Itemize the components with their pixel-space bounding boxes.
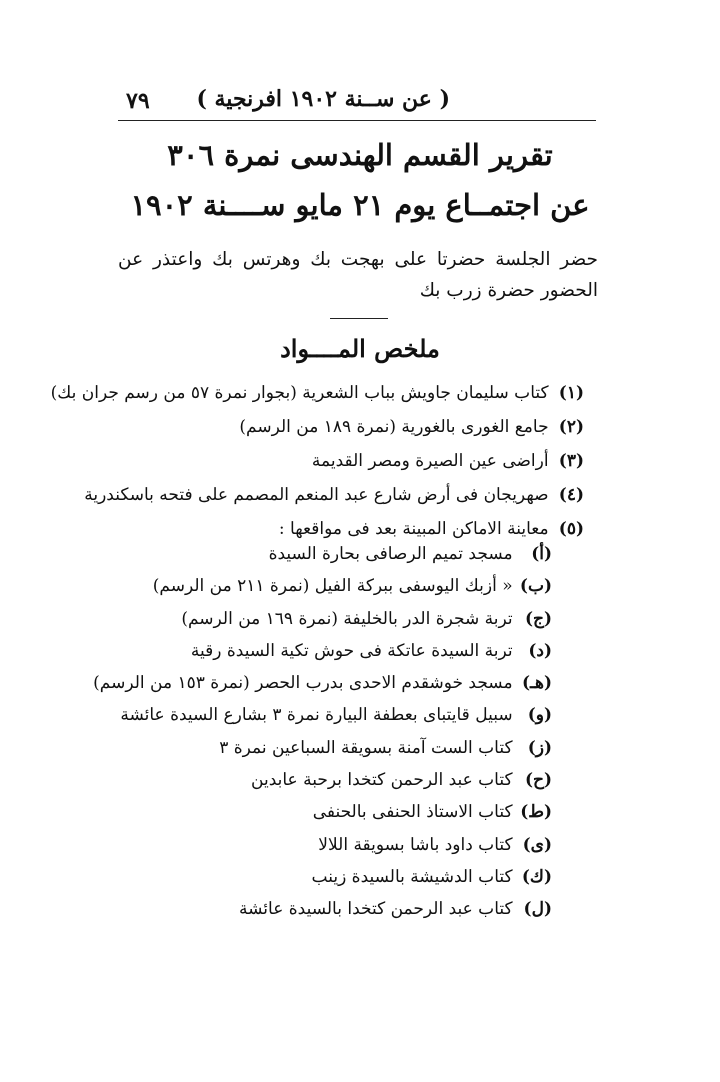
item-text: صهريجان فى أرض شارع عبد المنعم المصمم على فتحه باسكندرية	[84, 485, 549, 505]
running-head	[118, 86, 596, 121]
sublist-item	[122, 570, 552, 602]
item-text: أراضى عين الصيرة ومصر القديمة	[311, 451, 549, 471]
subitem-text: كتاب داود باشا بسويقة اللالا	[318, 834, 513, 855]
subitem-text: كتاب الدشيشة بالسيدة زينب	[311, 866, 513, 887]
subitem-text: مسجد خوشقدم الاحدى بدرب الحصر (نمرة ١٥٣ من الرسم)	[93, 673, 513, 694]
list-item	[50, 376, 584, 410]
summary-list	[50, 376, 584, 546]
subitem-text: كتاب الاستاذ الحنفى بالحنفى	[312, 802, 513, 823]
sublist-item	[122, 764, 552, 796]
list-item	[84, 478, 584, 512]
subitem-text: كتاب الست آمنة بسويقة السباعين نمرة ٣	[219, 737, 513, 758]
sublist-item	[122, 538, 552, 570]
subitem-marker: (أ)	[531, 544, 552, 564]
item-marker: (١)	[558, 383, 584, 403]
item-marker: (٤)	[558, 485, 584, 505]
item-text: جامع الغورى بالغورية (نمرة ١٨٩ من الرسم)	[239, 417, 549, 437]
subitem-marker: (ط)	[520, 802, 552, 823]
item-text: معاينة الاماكن المبينة بعد فى مواقعها :	[278, 519, 549, 539]
subitem-text: « أزبك اليوسفى ببركة الفيل (نمرة ٢١١ من الرسم)	[152, 576, 513, 597]
page-number: ٧٩	[126, 88, 150, 114]
subitem-text: تربة السيدة عاتكة فى حوش تكية السيدة رقية	[190, 640, 513, 661]
sublist-item	[122, 603, 552, 635]
item-text: كتاب سليمان جاويش بباب الشعرية (بجوار نمرة ٥٧ من رسم جران بك)	[50, 383, 549, 403]
sublist-item	[93, 667, 552, 699]
subitem-marker: (ك)	[521, 866, 552, 887]
sublist-item	[122, 893, 552, 925]
item-marker: (٥)	[558, 519, 584, 539]
subitem-text: كتاب عبد الرحمن كتخدا برحبة عابدين	[251, 770, 513, 791]
subitem-marker: (هـ)	[521, 673, 552, 694]
subitem-marker: (ى)	[522, 834, 552, 855]
meeting-date-title: عن اجتمــاع يوم ٢١ مايو ســــنة ١٩٠٢	[130, 188, 590, 222]
report-title: تقرير القسم الهندسى نمرة ٣٠٦	[167, 138, 553, 172]
sublist-item	[122, 699, 552, 731]
sublist-item	[122, 829, 552, 861]
subitem-marker: (ز)	[527, 737, 552, 758]
running-head-title: ( عن ســنة ١٩٠٢ افرنجية )	[196, 86, 450, 112]
section-divider	[330, 318, 388, 319]
inspection-sublist	[93, 538, 552, 926]
subitem-text: سبيل قايتباى بعطفة البيارة نمرة ٣ بشارع السيدة عائشة	[120, 705, 513, 726]
subitem-marker: (ب)	[519, 576, 552, 597]
subitem-text: تربة شجرة الدر بالخليفة (نمرة ١٦٩ من الرسم)	[181, 608, 513, 629]
subitem-text: مسجد تميم الرصافى بحارة السيدة	[268, 544, 513, 564]
subitem-marker: (ج)	[524, 608, 552, 629]
subitem-marker: (ح)	[524, 770, 552, 791]
subitem-marker: (د)	[528, 640, 552, 661]
item-marker: (٢)	[558, 417, 584, 437]
sublist-item	[122, 732, 552, 764]
attendance-paragraph: حضر الجلسة حضرتا على بهجت بك وهرتس بك واعتذر عن الحضور حضرة زرب بك	[118, 249, 598, 301]
subitem-marker: (ل)	[523, 899, 552, 920]
list-item	[114, 410, 584, 444]
sublist-item	[122, 861, 552, 893]
subitem-text: كتاب عبد الرحمن كتخدا بالسيدة عائشة	[239, 899, 513, 920]
list-item	[114, 444, 584, 478]
sublist-item	[122, 796, 552, 828]
item-marker: (٣)	[558, 451, 584, 471]
summary-heading: ملخص المــــواد	[280, 334, 440, 363]
subitem-marker: (و)	[527, 705, 552, 726]
sublist-item	[122, 635, 552, 667]
